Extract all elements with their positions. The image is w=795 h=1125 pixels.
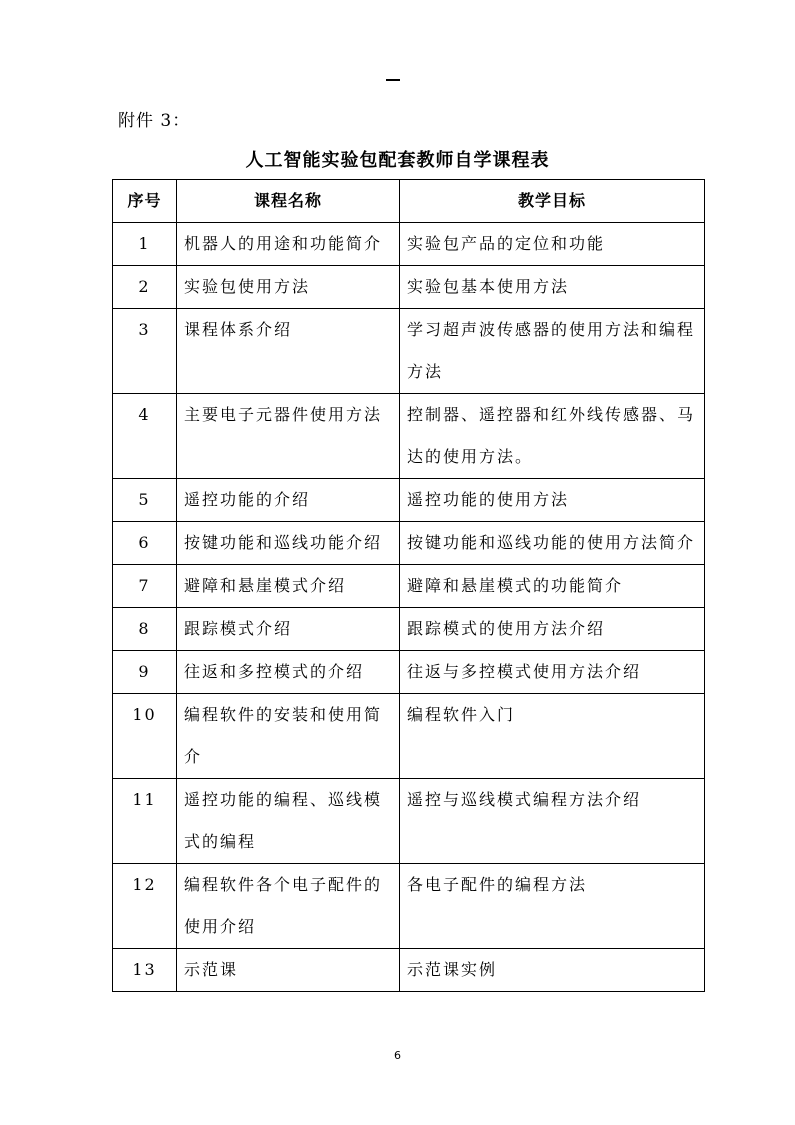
table-row: [113, 394, 705, 479]
row-index: 4: [113, 394, 177, 479]
row-goal: 示范课实例: [400, 949, 705, 992]
header-course-name: 课程名称: [177, 180, 400, 223]
row-goal: 避障和悬崖模式的功能简介: [400, 565, 705, 608]
row-goal: 控制器、遥控器和红外线传感器、马达的使用方法。: [400, 394, 705, 479]
row-index: 13: [113, 949, 177, 992]
table-row: [113, 949, 705, 992]
table-row: [113, 651, 705, 694]
row-index: 8: [113, 608, 177, 651]
row-course: 示范课: [177, 949, 400, 992]
header-index: 序号: [113, 180, 177, 223]
row-goal: 遥控与巡线模式编程方法介绍: [400, 779, 705, 864]
row-index: 12: [113, 864, 177, 949]
table-row: [113, 565, 705, 608]
header-teaching-goal: 教学目标: [400, 180, 705, 223]
row-course: 跟踪模式介绍: [177, 608, 400, 651]
row-course: 避障和悬崖模式介绍: [177, 565, 400, 608]
row-course: 实验包使用方法: [177, 266, 400, 309]
table-row: [113, 779, 705, 864]
page-number: 6: [394, 1049, 401, 1062]
row-index: 6: [113, 522, 177, 565]
row-index: 9: [113, 651, 177, 694]
row-goal: 实验包基本使用方法: [400, 266, 705, 309]
row-goal: 跟踪模式的使用方法介绍: [400, 608, 705, 651]
row-goal: 实验包产品的定位和功能: [400, 223, 705, 266]
row-goal: 往返与多控模式使用方法介绍: [400, 651, 705, 694]
page-title: 人工智能实验包配套教师自学课程表: [245, 150, 550, 171]
table-row: [113, 864, 705, 949]
row-course: 主要电子元器件使用方法: [177, 394, 400, 479]
table-row: [113, 309, 705, 394]
table-row: [113, 522, 705, 565]
attachment-label: 附件 3：: [118, 111, 191, 131]
table-row: [113, 223, 705, 266]
row-index: 5: [113, 479, 177, 522]
table-row: [113, 266, 705, 309]
row-goal: 编程软件入门: [400, 694, 705, 779]
table-row: [113, 694, 705, 779]
row-index: 11: [113, 779, 177, 864]
row-index: 2: [113, 266, 177, 309]
row-course: 编程软件各个电子配件的使用介绍: [177, 864, 400, 949]
row-goal: 遥控功能的使用方法: [400, 479, 705, 522]
row-course: 机器人的用途和功能简介: [177, 223, 400, 266]
table-header-row: [113, 180, 705, 223]
row-goal: 按键功能和巡线功能的使用方法简介: [400, 522, 705, 565]
row-goal: 学习超声波传感器的使用方法和编程方法: [400, 309, 705, 394]
row-index: 3: [113, 309, 177, 394]
row-index: 7: [113, 565, 177, 608]
row-course: 遥控功能的编程、巡线模式的编程: [177, 779, 400, 864]
row-course: 往返和多控模式的介绍: [177, 651, 400, 694]
row-index: 1: [113, 223, 177, 266]
table-row: [113, 608, 705, 651]
course-table: [112, 179, 705, 992]
row-course: 遥控功能的介绍: [177, 479, 400, 522]
top-dash: [386, 79, 400, 81]
row-index: 10: [113, 694, 177, 779]
row-course: 按键功能和巡线功能介绍: [177, 522, 400, 565]
table-row: [113, 479, 705, 522]
row-goal: 各电子配件的编程方法: [400, 864, 705, 949]
row-course: 课程体系介绍: [177, 309, 400, 394]
row-course: 编程软件的安装和使用简介: [177, 694, 400, 779]
